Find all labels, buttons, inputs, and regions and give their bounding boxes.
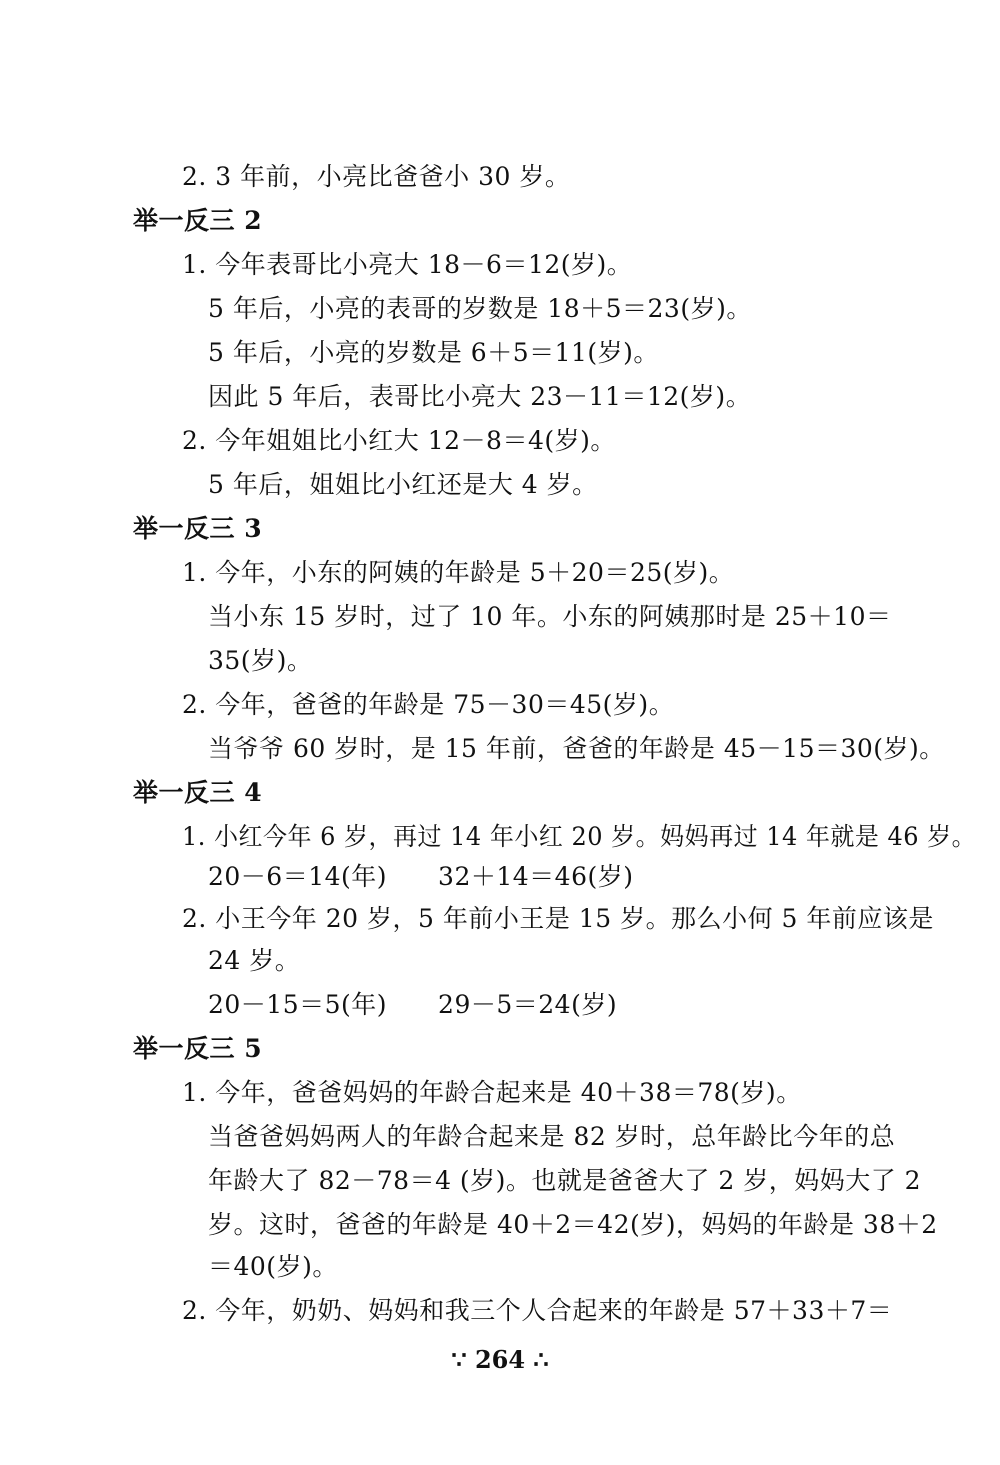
- text-line: 当小东 15 岁时，过了 10 年。小东的阿姨那时是 25＋10＝: [208, 602, 892, 631]
- text-line: 岁。这时，爸爸的年龄是 40＋2＝42(岁)，妈妈的年龄是 38＋2: [208, 1210, 938, 1239]
- text-line: 1. 今年，爸爸妈妈的年龄合起来是 40＋38＝78(岁)。: [182, 1078, 802, 1107]
- section-heading: 举一反三 3: [133, 514, 263, 543]
- text-line: 年龄大了 82－78＝4 (岁)。也就是爸爸大了 2 岁，妈妈大了 2: [208, 1166, 922, 1195]
- text-line: 20－6＝14(年) 32＋14＝46(岁): [208, 862, 634, 891]
- text-line: 24 岁。: [208, 946, 301, 975]
- text-line: 5 年后，小亮的表哥的岁数是 18＋5＝23(岁)。: [208, 294, 752, 323]
- text-line: 35(岁)。: [208, 646, 313, 675]
- text-line: 2. 3 年前，小亮比爸爸小 30 岁。: [182, 162, 571, 191]
- text-line: 当爸爸妈妈两人的年龄合起来是 82 岁时，总年龄比今年的总: [208, 1122, 896, 1151]
- text-line: 因此 5 年后，表哥比小亮大 23－11＝12(岁)。: [208, 382, 752, 411]
- text-line: 1. 小红今年 6 岁，再过 14 年小红 20 岁。妈妈再过 14 年就是 46 岁。: [182, 822, 977, 851]
- section-heading: 举一反三 2: [133, 206, 263, 235]
- text-line: 5 年后，小亮的岁数是 6＋5＝11(岁)。: [208, 338, 659, 367]
- section-heading: 举一反三 5: [133, 1034, 263, 1063]
- text-line: ＝40(岁)。: [208, 1252, 338, 1281]
- page-number: ∵ 264 ∴: [451, 1345, 549, 1374]
- text-line: 1. 今年，小东的阿姨的年龄是 5＋20＝25(岁)。: [182, 558, 735, 587]
- text-line: 当爷爷 60 岁时，是 15 年前，爸爸的年龄是 45－15＝30(岁)。: [208, 734, 945, 763]
- text-line: 2. 今年姐姐比小红大 12－8＝4(岁)。: [182, 426, 616, 455]
- text-line: 5 年后，姐姐比小红还是大 4 岁。: [208, 470, 598, 499]
- section-heading: 举一反三 4: [133, 778, 263, 807]
- text-line: 1. 今年表哥比小亮大 18－6＝12(岁)。: [182, 250, 633, 279]
- text-line: 2. 今年，爸爸的年龄是 75－30＝45(岁)。: [182, 690, 675, 719]
- text-line: 2. 小王今年 20 岁，5 年前小王是 15 岁。那么小何 5 年前应该是: [182, 904, 934, 933]
- text-line: 20－15＝5(年) 29－5＝24(岁): [208, 990, 618, 1019]
- text-line: 2. 今年，奶奶、妈妈和我三个人合起来的年龄是 57＋33＋7＝: [182, 1296, 893, 1325]
